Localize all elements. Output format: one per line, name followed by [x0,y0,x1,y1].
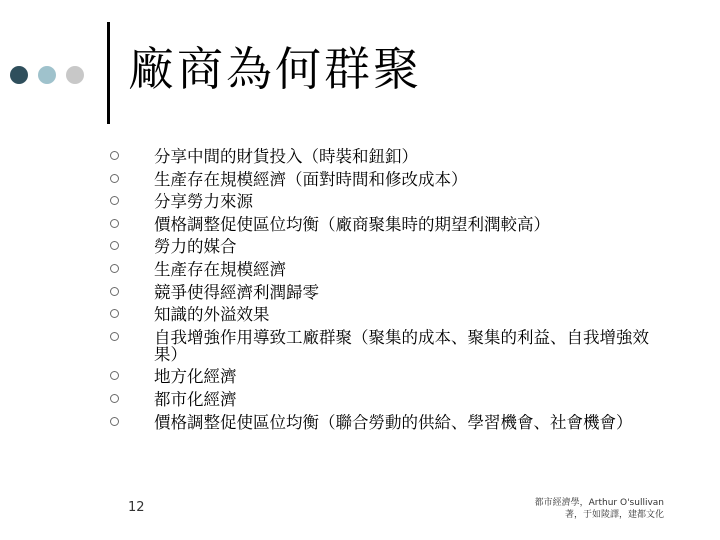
footer-line: 都市經濟學，Arthur O'sullivan [534,498,664,508]
list-item [110,148,670,165]
circle-bullet-icon [110,332,119,341]
circle-bullet-icon [110,196,119,205]
list-item-text: 地方化經濟 [154,367,237,387]
circle-bullet-icon [110,371,119,380]
list-item [110,306,670,323]
list-item-text: 自我增強作用導致工廠群聚（聚集的成本、聚集的利益、自我增強效果） [154,327,649,364]
list-item [110,193,670,210]
footer-citation [535,497,664,521]
circle-bullet-icon [110,309,119,318]
list-item-text: 勞力的媒合 [154,237,237,257]
bullet-list [110,148,670,436]
light-blue-dot-icon [38,66,56,84]
grey-dot-icon [66,66,84,84]
circle-bullet-icon [110,219,119,228]
list-item [110,329,670,363]
circle-bullet-icon [110,241,119,250]
list-item [110,171,670,188]
circle-bullet-icon [110,287,119,296]
circle-bullet-icon [110,151,119,160]
circle-bullet-icon [110,394,119,403]
circle-bullet-icon [110,174,119,183]
list-item [110,391,670,408]
slide-title: 廠商為何群聚 [128,42,422,96]
decorative-dots [10,66,100,86]
dark-dot-icon [10,66,28,84]
circle-bullet-icon [110,417,119,426]
list-item [110,414,670,431]
list-item [110,284,670,301]
list-item-text: 價格調整促使區位均衡（聯合勞動的供給、學習機會、社會機會） [154,412,633,432]
list-item-text: 競爭使得經濟利潤歸零 [154,282,319,302]
title-divider [107,22,110,124]
list-item [110,261,670,278]
list-item-text: 分享勞力來源 [154,192,253,212]
list-item-text: 知識的外溢效果 [154,305,270,325]
list-item-text: 生產存在規模經濟 [154,259,286,279]
list-item [110,368,670,385]
list-item-text: 生產存在規模經濟（面對時間和修改成本） [154,169,468,189]
list-item-text: 都市化經濟 [154,389,237,409]
list-item-text: 分享中間的財貨投入（時裝和鈕釦） [154,147,418,166]
footer-line: 著，于如陵譯，建都文化 [564,510,664,520]
list-item [110,216,670,233]
list-item [110,238,670,255]
page-number: 12 [128,500,145,515]
circle-bullet-icon [110,264,119,273]
list-item-text: 價格調整促使區位均衡（廠商聚集時的期望利潤較高） [154,214,550,234]
